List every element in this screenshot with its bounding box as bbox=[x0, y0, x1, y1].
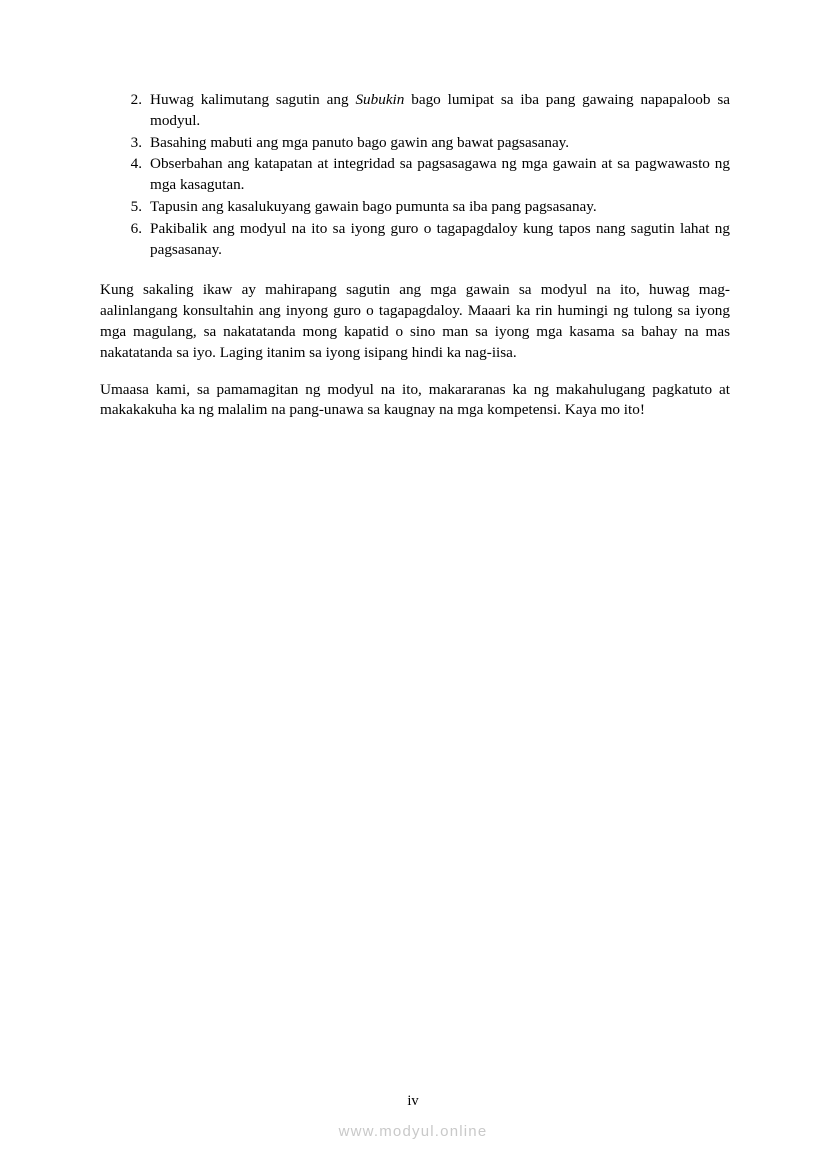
list-item-number: 2. bbox=[130, 91, 142, 108]
list-item-number: 5. bbox=[130, 198, 142, 216]
list-item-text bbox=[150, 90, 730, 132]
list-item-number: 3. bbox=[130, 133, 142, 151]
list-item bbox=[100, 154, 730, 196]
document-body bbox=[100, 90, 730, 437]
list-item-text-before-italic: Huwag kalimutang sagutin ang bbox=[150, 91, 356, 108]
list-item-italic-term: Subukin bbox=[355, 91, 405, 108]
watermark: www.modyul.online bbox=[338, 1123, 488, 1140]
list-item bbox=[100, 219, 730, 261]
list-item-number: 4. bbox=[130, 155, 142, 173]
list-item bbox=[100, 133, 730, 154]
list-item-text: Basahing mabuti ang mga panuto bago gawin ang bawat pagsasanay. bbox=[150, 133, 570, 151]
list-item bbox=[100, 90, 730, 132]
body-paragraph-1: Kung sakaling ikaw ay mahirapang sagutin ang mga gawain sa modyul na ito, huwag mag-aalinlangang konsultahin ang inyong guro o tagapagdaloy. Maaari ka rin humingi ng tulong sa iyong mga magulang, sa nakatatanda mong kapatid o sino man sa iyong mga kasama sa bahay na mas nakatatanda sa iyo. Laging itanim sa iyong isipang hindi ka nag-iisa. bbox=[100, 280, 730, 361]
list-item-text-after-italic: bago lumipat sa iba pang gawaing napapaloob sa modyul. bbox=[150, 91, 730, 129]
list-item-number: 6. bbox=[130, 219, 142, 237]
list-item-text: Tapusin ang kasalukuyang gawain bago pumunta sa iba pang pagsasanay. bbox=[150, 198, 597, 216]
list-item bbox=[100, 197, 730, 218]
list-item-text: Obserbahan ang katapatan at integridad sa pagsasagawa ng mga gawain at sa pagwawasto ng mga kasagutan. bbox=[150, 155, 730, 194]
body-paragraph-2: Umaasa kami, sa pamamagitan ng modyul na ito, makararanas ka ng makahulugang pagkatuto at makakakuha ka ng malalim na pang-unawa sa kaugnay na mga kompetensi. Kaya mo ito! bbox=[100, 380, 730, 419]
instructions-list bbox=[100, 90, 730, 261]
list-item-text: Pakibalik ang modyul na ito sa iyong guro o tagapagdaloy kung tapos nang sagutin lahat ng pagsasanay. bbox=[150, 219, 730, 258]
page-number: iv bbox=[407, 1093, 419, 1109]
